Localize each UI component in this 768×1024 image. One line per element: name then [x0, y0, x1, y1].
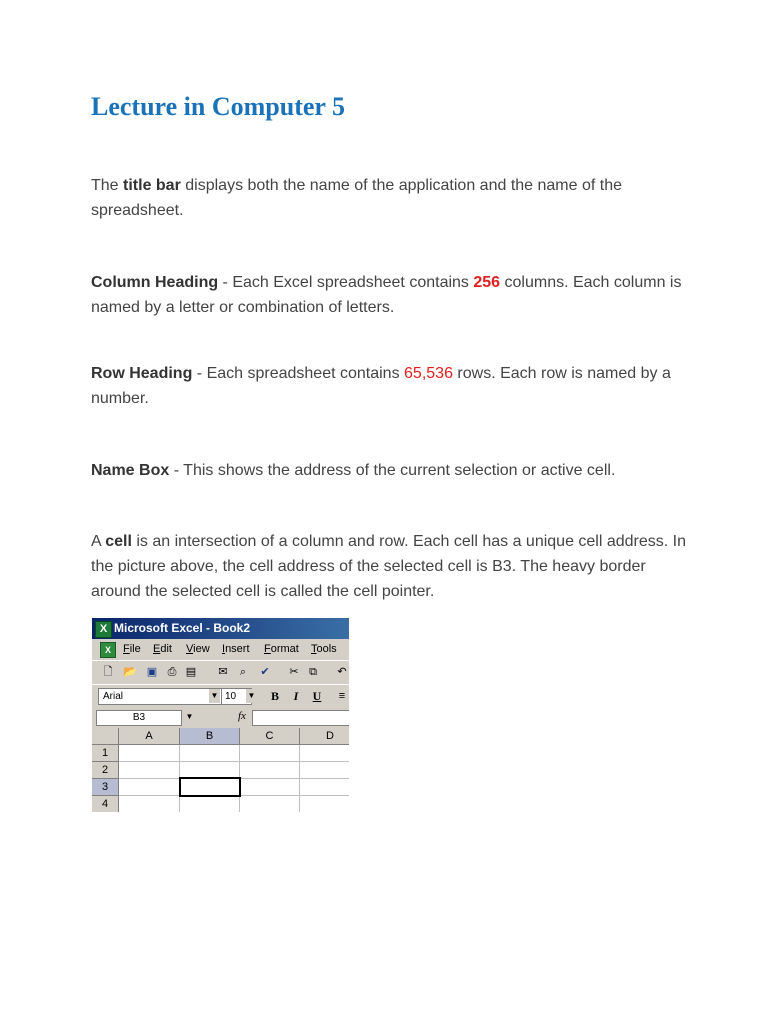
text: is an intersection of a column and row. Each cell has a unique cell address. In the picture above, the cell address of the selected cell is B3. The heavy border around the selected cell is called the cell pointer.	[91, 533, 687, 600]
row-header-2[interactable]: 2	[92, 762, 119, 779]
print-preview-icon[interactable]: ▤	[185, 666, 197, 678]
chevron-down-icon[interactable]: ▼	[246, 689, 257, 703]
column-header-a[interactable]: A	[119, 728, 180, 745]
row-header-4[interactable]: 4	[92, 796, 119, 812]
column-header-b[interactable]: B	[180, 728, 240, 745]
row-count: 65,536	[404, 365, 453, 382]
cell-a4[interactable]	[119, 796, 180, 812]
term-title-bar: title bar	[123, 177, 181, 194]
standard-toolbar	[92, 660, 349, 683]
term-cell: cell	[105, 533, 132, 550]
text: displays both the name of the application and the name of the spreadsheet.	[91, 177, 622, 219]
cell-pointer-b3[interactable]	[179, 777, 241, 797]
text: A	[91, 533, 106, 550]
formatting-toolbar	[92, 684, 349, 707]
search-icon[interactable]: ⌕	[239, 666, 247, 678]
cell-d4[interactable]	[300, 796, 349, 812]
excel-screenshot	[92, 618, 349, 812]
chevron-down-icon[interactable]: ▼	[185, 712, 194, 721]
excel-menu-bar	[92, 640, 349, 659]
term-name-box: Name Box	[91, 462, 170, 479]
font-name-select[interactable]: Arial	[98, 688, 226, 705]
text: - Each Excel spreadsheet contains	[218, 274, 474, 291]
row-header-1[interactable]: 1	[92, 745, 119, 762]
name-box[interactable]: B3	[96, 710, 182, 726]
cell-b1[interactable]	[180, 745, 240, 762]
underline-button[interactable]: U	[312, 689, 322, 703]
undo-icon[interactable]: ↶	[337, 666, 347, 678]
workbook-icon: X	[100, 642, 116, 658]
copy-icon[interactable]: ⧉	[309, 666, 317, 678]
text: The	[91, 177, 124, 194]
paragraph-row-heading	[91, 361, 691, 411]
cell-a3[interactable]	[119, 779, 180, 796]
new-icon[interactable]: 🗋	[103, 666, 113, 678]
menu-view[interactable]: View	[186, 643, 210, 655]
page-title: Lecture in Computer 5	[91, 92, 345, 121]
font-size-select[interactable]: 10	[221, 688, 252, 705]
column-count: 256	[473, 274, 501, 291]
excel-logo-icon: X	[95, 621, 112, 638]
term-row-heading: Row Heading	[91, 365, 193, 382]
cell-c2[interactable]	[240, 762, 300, 779]
align-left-icon[interactable]: ≡	[338, 690, 346, 702]
cut-icon[interactable]: ✂	[289, 666, 299, 678]
cell-a1[interactable]	[119, 745, 180, 762]
menu-tools[interactable]: Tools	[311, 643, 337, 655]
text: columns. Each column is named by a letter or combination of letters.	[91, 274, 682, 316]
cell-d1[interactable]	[300, 745, 349, 762]
column-header-d[interactable]: D	[300, 728, 349, 745]
cell-c4[interactable]	[240, 796, 300, 812]
print-icon[interactable]: ⎙	[167, 666, 177, 678]
menu-edit[interactable]: Edit	[153, 643, 172, 655]
cell-b4[interactable]	[180, 796, 240, 812]
chevron-down-icon[interactable]: ▼	[209, 689, 220, 703]
cell-c3[interactable]	[240, 779, 300, 796]
text: - Each spreadsheet contains	[192, 365, 405, 382]
bold-button[interactable]: B	[270, 689, 279, 703]
excel-window-title: Microsoft Excel - Book2	[114, 621, 251, 635]
cell-d2[interactable]	[300, 762, 349, 779]
cell-c1[interactable]	[240, 745, 300, 762]
column-header-c[interactable]: C	[240, 728, 300, 745]
email-icon[interactable]: ✉	[218, 666, 228, 678]
formula-input[interactable]	[252, 710, 349, 726]
menu-file[interactable]: File	[123, 643, 141, 655]
excel-title-bar	[92, 618, 349, 639]
cell-a2[interactable]	[119, 762, 180, 779]
italic-button[interactable]: I	[293, 689, 299, 703]
paragraph-column-heading	[91, 270, 691, 320]
open-icon[interactable]: 📂	[123, 666, 137, 678]
text: - This shows the address of the current selection or active cell.	[169, 462, 616, 479]
select-all-corner[interactable]	[92, 728, 119, 745]
spelling-icon[interactable]: ✔	[260, 666, 270, 678]
paragraph-name-box	[91, 458, 691, 483]
menu-format[interactable]: Format	[264, 643, 299, 655]
function-icon[interactable]: fx	[238, 710, 246, 722]
formula-bar	[92, 708, 349, 726]
menu-insert[interactable]: Insert	[222, 643, 250, 655]
paragraph-title-bar	[91, 173, 691, 223]
cell-d3[interactable]	[300, 779, 349, 796]
term-column-heading: Column Heading	[91, 274, 219, 291]
save-icon[interactable]: ▣	[146, 666, 158, 678]
text: rows. Each row is named by a number.	[91, 365, 671, 407]
row-header-3[interactable]: 3	[92, 779, 119, 796]
paragraph-cell	[91, 529, 691, 604]
